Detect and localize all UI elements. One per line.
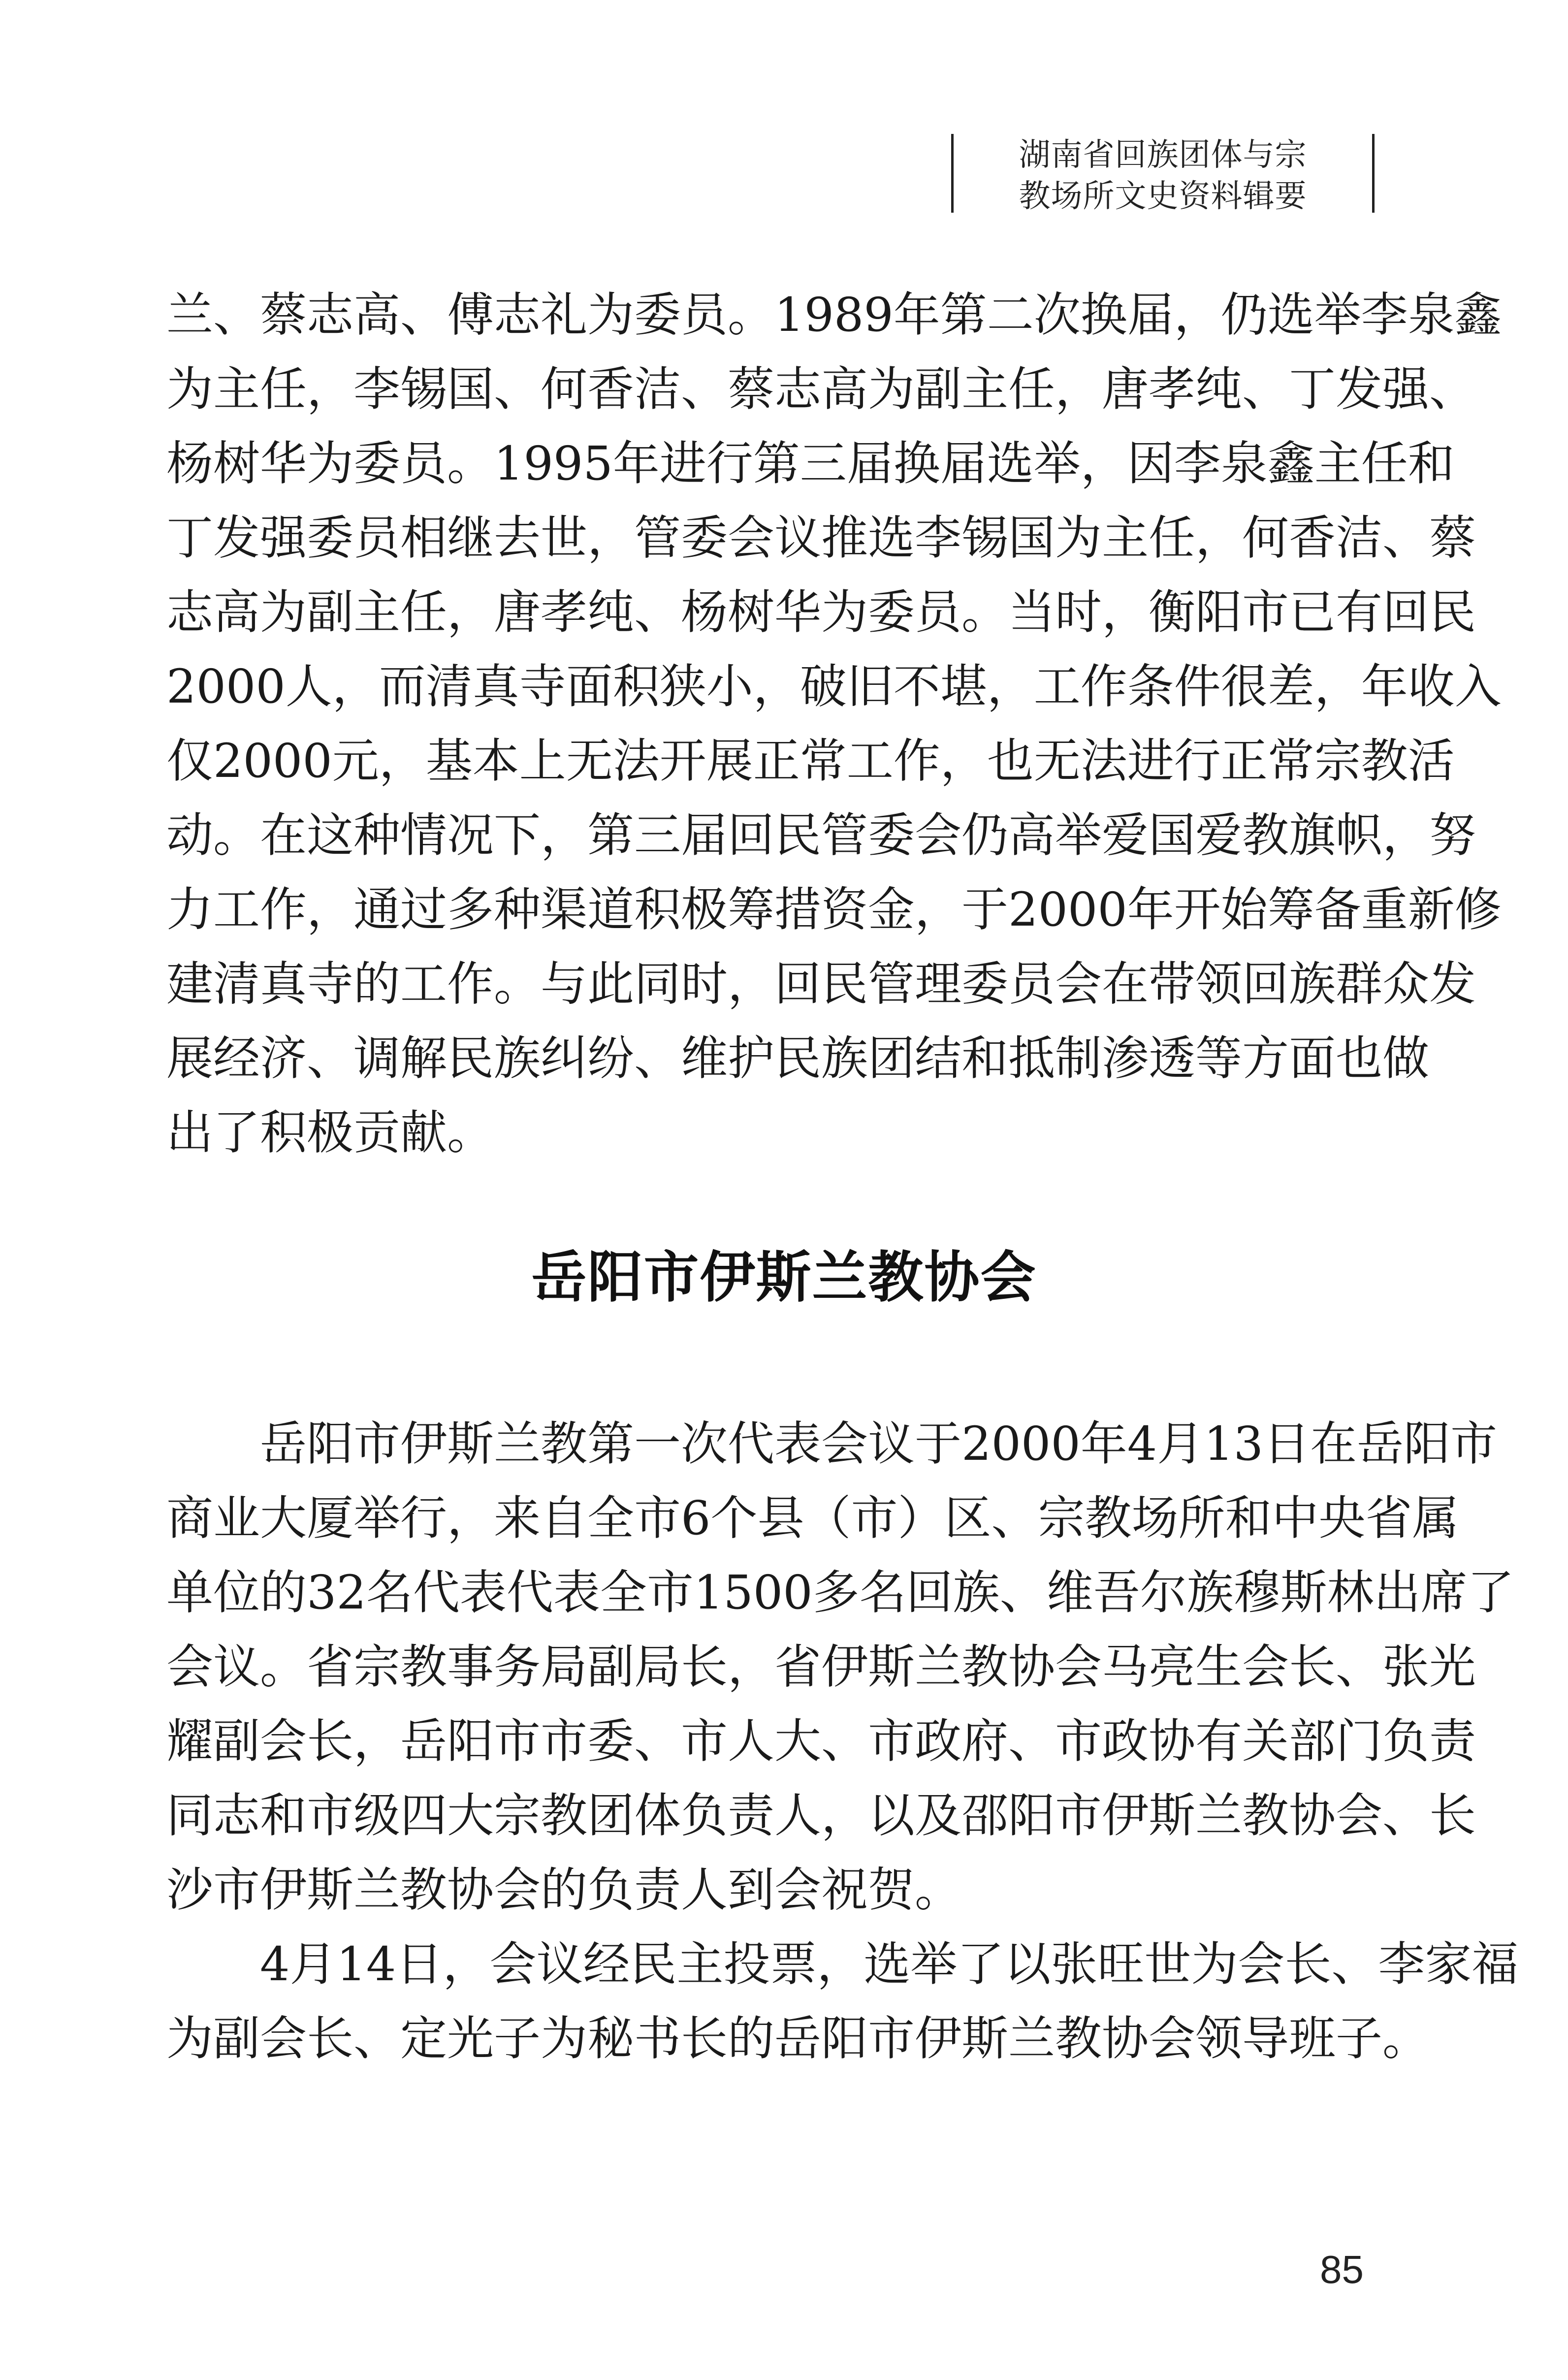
text-line: 兰、蔡志高、傅志礼为委员。1989年第二次换届，仍选举李泉鑫 — [166, 288, 1502, 342]
text-line: 4月14日，会议经民主投票，选举了以张旺世为会长、李家福 — [260, 1937, 1519, 1992]
text-line: 2000人，而清真寺面积狭小，破旧不堪，工作条件很差，年收入 — [166, 660, 1502, 714]
running-header — [951, 134, 1375, 213]
text-line: 单位的32名代表代表全市1500多名回族、维吾尔族穆斯林出席了 — [166, 1566, 1514, 1620]
paragraph-2 — [166, 1928, 1519, 2076]
section-heading: 岳阳市伊斯兰教协会 — [531, 1246, 1037, 1310]
text-line: 力工作，通过多种渠道积极筹措资金，于2000年开始筹备重新修 — [166, 883, 1502, 937]
text-line: 仅2000元，基本上无法开展正常工作，也无法进行正常宗教活 — [166, 734, 1455, 788]
section-one-text — [166, 278, 1502, 1170]
text-line: 耀副会长，岳阳市市委、市人大、市政府、市政协有关部门负责 — [166, 1714, 1476, 1769]
text-line: 岳阳市伊斯兰教第一次代表会议于2000年4月13日在岳阳市 — [260, 1417, 1498, 1471]
page-number: 85 — [1320, 2248, 1364, 2291]
text-line: 丁发强委员相继去世，管委会议推选李锡国为主任，何香洁、蔡 — [166, 511, 1476, 565]
section-two-text — [166, 1407, 1519, 2076]
text-line: 动。在这种情况下，第三届回民管委会仍高举爱国爱教旗帜，努 — [166, 808, 1476, 863]
paragraph-1 — [166, 1407, 1514, 1928]
text-line: 为副会长、定光子为秘书长的岳阳市伊斯兰教协会领导班子。 — [166, 2012, 1430, 2066]
text-line: 会议。省宗教事务局副局长，省伊斯兰教协会马亮生会长、张光 — [166, 1640, 1476, 1694]
text-line: 同志和市级四大宗教团体负责人，以及邵阳市伊斯兰教协会、长 — [166, 1789, 1476, 1843]
text-line: 建清真寺的工作。与此同时，回民管理委员会在带领回族群众发 — [166, 957, 1476, 1011]
text-line: 杨树华为委员。1995年进行第三届换届选举，因李泉鑫主任和 — [166, 437, 1455, 491]
running-header-line-1: 湖南省回族团体与宗 — [1019, 137, 1307, 172]
text-line: 商业大厦举行，来自全市6个县（市）区、宗教场所和中央省属 — [166, 1491, 1459, 1545]
text-line: 志高为副主任，唐孝纯、杨树华为委员。当时，衡阳市已有回民 — [166, 585, 1476, 640]
text-line: 为主任，李锡国、何香洁、蔡志高为副主任，唐孝纯、丁发强、 — [166, 362, 1476, 417]
text-line: 出了积极贡献。 — [166, 1106, 494, 1160]
text-line: 展经济、调解民族纠纷、维护民族团结和抵制渗透等方面也做 — [166, 1031, 1430, 1086]
text-line: 沙市伊斯兰教协会的负责人到会祝贺。 — [166, 1863, 962, 1917]
running-header-line-2: 教场所文史资料辑要 — [1019, 178, 1307, 214]
